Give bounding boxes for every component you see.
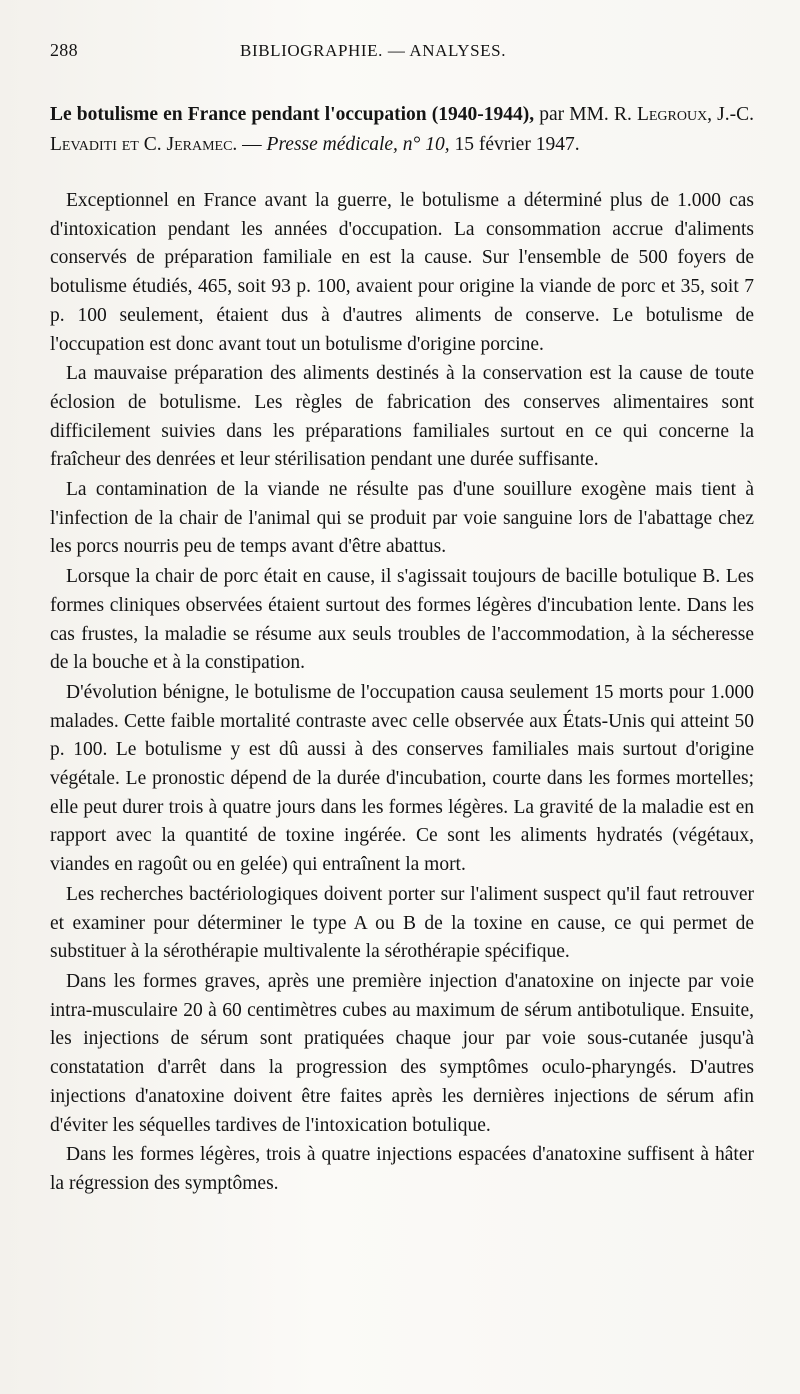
reference-dash: — — [242, 134, 262, 155]
reference-authors-prefix: MM. — [569, 104, 609, 125]
bibliographic-reference — [50, 100, 754, 160]
running-head — [50, 40, 754, 76]
running-title: BIBLIOGRAPHIE. — ANALYSES. — [240, 41, 507, 60]
paragraph-6: Les recherches bactériologiques doivent porter sur l'aliment suspect qu'il faut retrouver et examiner pour déterminer le type A ou B de la toxine en cause, ce qui permet de substituer à la sérothérapie multivalente la sérothérapie spécifique. — [50, 883, 754, 963]
reference-date: 15 février 1947. — [454, 134, 580, 155]
paragraph-3: La contamination de la viande ne résulte pas d'une souillure exogène mais tient à l'infection de la chair de l'animal qui se produit par voie sanguine lors de l'abattage chez les porcs nourris peu de temps avant d'être abattus. — [50, 479, 754, 558]
paragraph-1: Exceptionnel en France avant la guerre, le botulisme a déterminé plus de 1.000 cas d'intoxication pendant les années d'occupation. La consommation accrue d'aliments conservés de préparation familiale en est la cause. Sur l'ensemble de 500 foyers de botulisme étudiés, 465, soit 93 p. 100, avaient pour origine la viande de porc et 35, soit 7 p. 100 seulement, étaient dus à d'autres aliments de conserve. Le botulisme de l'occupation est donc avant tout un botulisme d'origine porcine. — [50, 190, 754, 355]
paragraph-4: Lorsque la chair de porc était en cause, il s'agissait toujours de bacille botulique B. Les formes cliniques observées étaient surtout des formes légères d'incubation lente. Dans les cas frustes, la maladie se résume aux seuls troubles de l'accommodation, à la sécheresse de la bouche et à la constipation. — [50, 566, 754, 674]
reference-par: par — [539, 104, 565, 125]
paragraph-2: La mauvaise préparation des aliments destinés à la conservation est la cause de toute éclosion de botulisme. Les règles de fabrication des conserves alimentaires sont difficilement suivies dans les préparations familiales surtout en ce qui concerne la fraîcheur des denrées et leur stérilisation pendant une durée suffisante. — [50, 363, 754, 471]
reference-journal: Presse médicale, n° 10, — [266, 134, 450, 155]
paragraph-5: D'évolution bénigne, le botulisme de l'occupation causa seulement 15 morts pour 1.000 malades. Cette faible mortalité contraste avec celle observée aux États-Unis qui atteint 50 p. 100. Le botulisme y est dû aussi à des conserves familiales mais surtout d'origine végétale. Le pronostic dépend de la durée d'incubation, courte dans les formes mortelles; elle peut durer trois à quatre jours dans les formes légères. La gravité de la maladie est en rapport avec la quantité de toxine ingérée. Ce sont les aliments hydratés (végétaux, viandes en ragoût ou en gelée) qui entraînent la mort. — [50, 681, 754, 876]
reference-title: Le botulisme en France pendant l'occupation (1940-1944), — [50, 104, 535, 125]
page-number: 288 — [50, 40, 78, 60]
paragraph-8: Dans les formes légères, trois à quatre injections espacées d'anatoxine suffisent à hâter la régression des symptômes. — [50, 1144, 754, 1194]
reference-authors-names: R. Legroux, J.-C. Levaditi et C. Jeramec. — [50, 104, 755, 155]
analysis-body — [50, 187, 754, 1199]
paragraph-7: Dans les formes graves, après une première injection d'anatoxine on injecte par voie intra-musculaire 20 à 60 centimètres cubes au maximum de sérum antibotulique. Ensuite, les injections de sérum sont pratiquées chaque jour par voie sous-cutanée jusqu'à constatation d'arrêt dans la progression des symptômes oculo-pharyngés. D'autres injections d'anatoxine doivent être faites après les dernières injections de sérum afin d'éviter les séquelles tardives de l'intoxication botulique. — [50, 970, 754, 1136]
